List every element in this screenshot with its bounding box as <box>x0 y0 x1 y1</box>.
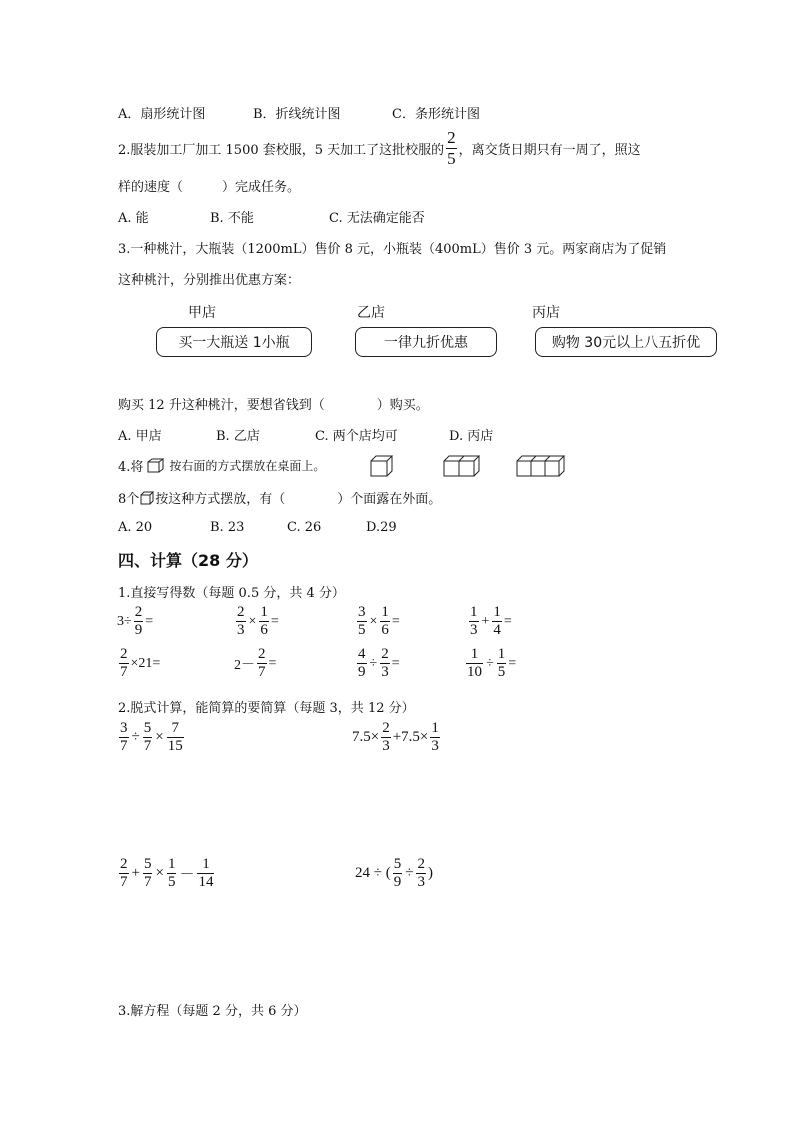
frac-num: 2 <box>381 646 389 662</box>
frac-num: 1 <box>381 604 389 620</box>
step-expr-1 <box>117 720 186 755</box>
q2-frac-den: 5 <box>447 149 456 168</box>
operator: ÷ <box>405 865 414 881</box>
frac-den: 6 <box>381 622 389 638</box>
q3-option-b: B. 乙店 <box>216 429 260 444</box>
operator: － <box>179 867 195 883</box>
oral-r2c3 <box>355 646 400 681</box>
q2-stem <box>118 128 641 169</box>
oral-r1c3 <box>355 604 400 639</box>
q3-option-c: C. 两个店均可 <box>315 429 398 444</box>
oral-r1c1 <box>117 604 153 639</box>
frac-den: 7 <box>120 738 128 754</box>
shop-bing-name: 丙店 <box>532 305 560 321</box>
sub1-heading: 1.直接写得数（每题 0.5 分，共 4 分） <box>118 586 345 601</box>
frac-den: 7 <box>143 738 152 754</box>
q3-option-a: A. 甲店 <box>118 429 162 444</box>
oral-r2c4 <box>464 646 516 681</box>
q4-line1-b: 按右面的方式摆放在桌面上。 <box>169 459 326 473</box>
equals-sign: = <box>391 655 400 671</box>
q2-line2: 样的速度（ ）完成任务。 <box>118 180 301 195</box>
q1-option-b: B．折线统计图 <box>253 107 341 122</box>
q2-text-before: 2.服装加工厂加工 1500 套校服，5 天加工了这批校服的 <box>118 143 445 158</box>
q3-line1: 3.一种桃汁，大瓶装（1200mL）售价 8 元，小瓶装（400mL）售价 3 元。两家商店为了促销 <box>118 242 667 257</box>
frac-den: 9 <box>358 664 366 680</box>
equals-sign: = <box>508 655 517 671</box>
shop-jia-offer-box <box>156 327 312 357</box>
step-expr-4 <box>355 856 433 891</box>
q4-line2-a: 8个 <box>118 492 140 507</box>
frac-den: 4 <box>493 622 501 638</box>
frac-den: 9 <box>393 874 402 890</box>
frac-num: 5 <box>393 856 402 872</box>
frac-den: 7 <box>143 874 152 890</box>
section-heading: 四、计算（28 分） <box>118 551 258 570</box>
frac-den: 5 <box>167 874 176 890</box>
q4-line2 <box>118 488 441 507</box>
step-expr-2 <box>352 720 442 755</box>
q2-option-c: C. 无法确定能否 <box>329 211 425 226</box>
expr-text: +7.5× <box>392 729 429 745</box>
shop-yi-name: 乙店 <box>357 305 385 321</box>
frac-den: 7 <box>258 664 266 680</box>
frac-den: 3 <box>382 738 390 754</box>
sub3-heading: 3.解方程（每题 2 分，共 6 分） <box>118 1004 307 1019</box>
equals-sign: = <box>145 613 154 629</box>
q3-line2: 这种桃汁，分别推出优惠方案： <box>118 273 301 288</box>
q2-option-b: B. 不能 <box>210 211 254 226</box>
q3-option-d: D. 丙店 <box>449 429 494 444</box>
operator: × <box>155 865 164 881</box>
frac-num: 7 <box>171 720 179 736</box>
equals-sign: = <box>503 613 512 629</box>
frac-den: 3 <box>381 664 389 680</box>
frac-den: 14 <box>198 874 214 890</box>
frac-den: 7 <box>120 664 128 680</box>
operator: + <box>131 865 140 881</box>
q3-question: 购买 12 升这种桃汁，要想省钱到（ ）购买。 <box>118 398 429 413</box>
frac-den: 10 <box>467 664 482 680</box>
frac-num: 2 <box>417 856 425 872</box>
frac-den: 5 <box>497 664 506 680</box>
shop-jia-offer: 买一大瓶送 1小瓶 <box>178 335 290 351</box>
two-cube-icon <box>443 455 481 477</box>
oral-r2c1 <box>117 646 160 681</box>
q2-text-after: ，离交货日期只有一周了，照这 <box>458 143 641 158</box>
frac-num: 1 <box>167 856 176 872</box>
shop-yi-offer: 一律九折优惠 <box>384 335 468 351</box>
frac-num: 1 <box>470 604 478 620</box>
small-cube-icon <box>147 458 165 473</box>
frac-num: 1 <box>493 604 501 620</box>
oral-lead: 2－ <box>234 657 255 673</box>
operator: ÷ <box>369 655 378 671</box>
frac-num: 5 <box>143 856 152 872</box>
frac-den: 3 <box>237 622 245 638</box>
q2-frac-num: 2 <box>447 128 456 147</box>
operator: ÷ <box>486 655 494 671</box>
shop-yi-offer-box <box>355 327 497 357</box>
shop-bing-offer: 购物 30元以上八五折优 <box>551 335 701 351</box>
frac-num: 5 <box>143 720 152 736</box>
frac-num: 2 <box>258 646 266 662</box>
q4-option-b: B. 23 <box>210 520 245 535</box>
q1-option-a: A．扇形统计图 <box>118 107 206 122</box>
q4-option-d: D.29 <box>366 520 397 535</box>
operator: × <box>369 613 378 629</box>
frac-num: 1 <box>431 720 439 736</box>
operator: × <box>155 729 164 745</box>
small-cube-icon <box>140 491 154 505</box>
equals-sign: = <box>391 613 400 629</box>
frac-num: 1 <box>260 604 268 620</box>
frac-num: 1 <box>470 646 479 662</box>
oral-r1c2 <box>234 604 279 639</box>
q4-option-a: A. 20 <box>118 520 153 535</box>
frac-num: 3 <box>358 604 366 620</box>
frac-num: 2 <box>237 604 245 620</box>
q1-option-c: C．条形统计图 <box>392 107 480 122</box>
q4-line1-a: 4.将 <box>118 460 144 475</box>
frac-num: 3 <box>120 720 128 736</box>
oral-r2c2 <box>234 646 276 681</box>
one-cube-icon <box>370 455 396 477</box>
equals-sign: = <box>268 655 277 671</box>
frac-den: 6 <box>260 622 268 638</box>
frac-num: 1 <box>202 856 210 872</box>
shop-jia-name: 甲店 <box>188 305 216 321</box>
operator: + <box>481 613 490 629</box>
frac-den: 9 <box>134 622 143 638</box>
frac-den: 5 <box>358 622 366 638</box>
frac-num: 4 <box>358 646 366 662</box>
operator: ÷ <box>131 729 140 745</box>
expr-text: 7.5× <box>352 729 380 745</box>
frac-num: 1 <box>497 646 506 662</box>
equals-sign: = <box>270 613 279 629</box>
oral-r1c4 <box>467 604 512 639</box>
oral-tail: ×21= <box>130 655 161 671</box>
q4-line2-b: 按这种方式摆放，有（ ）个面露在外面。 <box>155 492 442 507</box>
expr-text: 24 ÷ ( <box>355 865 391 881</box>
three-cube-icon <box>516 455 566 477</box>
q2-fraction <box>446 128 457 169</box>
q2-option-a: A. 能 <box>118 211 149 226</box>
frac-den: 7 <box>120 874 128 890</box>
operator: × <box>248 613 257 629</box>
sub2-heading: 2.脱式计算，能简算的要简算（每题 3，共 12 分） <box>118 701 415 716</box>
frac-den: 3 <box>417 874 425 890</box>
frac-den: 3 <box>470 622 478 638</box>
q4-option-c: C. 26 <box>287 520 322 535</box>
step-expr-3 <box>117 856 216 891</box>
frac-den: 15 <box>167 738 183 754</box>
frac-num: 2 <box>120 856 128 872</box>
frac-num: 2 <box>134 604 143 620</box>
oral-lead: 3÷ <box>117 613 132 629</box>
shop-bing-offer-box <box>535 327 717 357</box>
expr-text: ) <box>427 865 433 881</box>
frac-num: 2 <box>120 646 128 662</box>
frac-den: 3 <box>431 738 439 754</box>
q4-line1 <box>118 456 325 475</box>
frac-num: 2 <box>382 720 390 736</box>
